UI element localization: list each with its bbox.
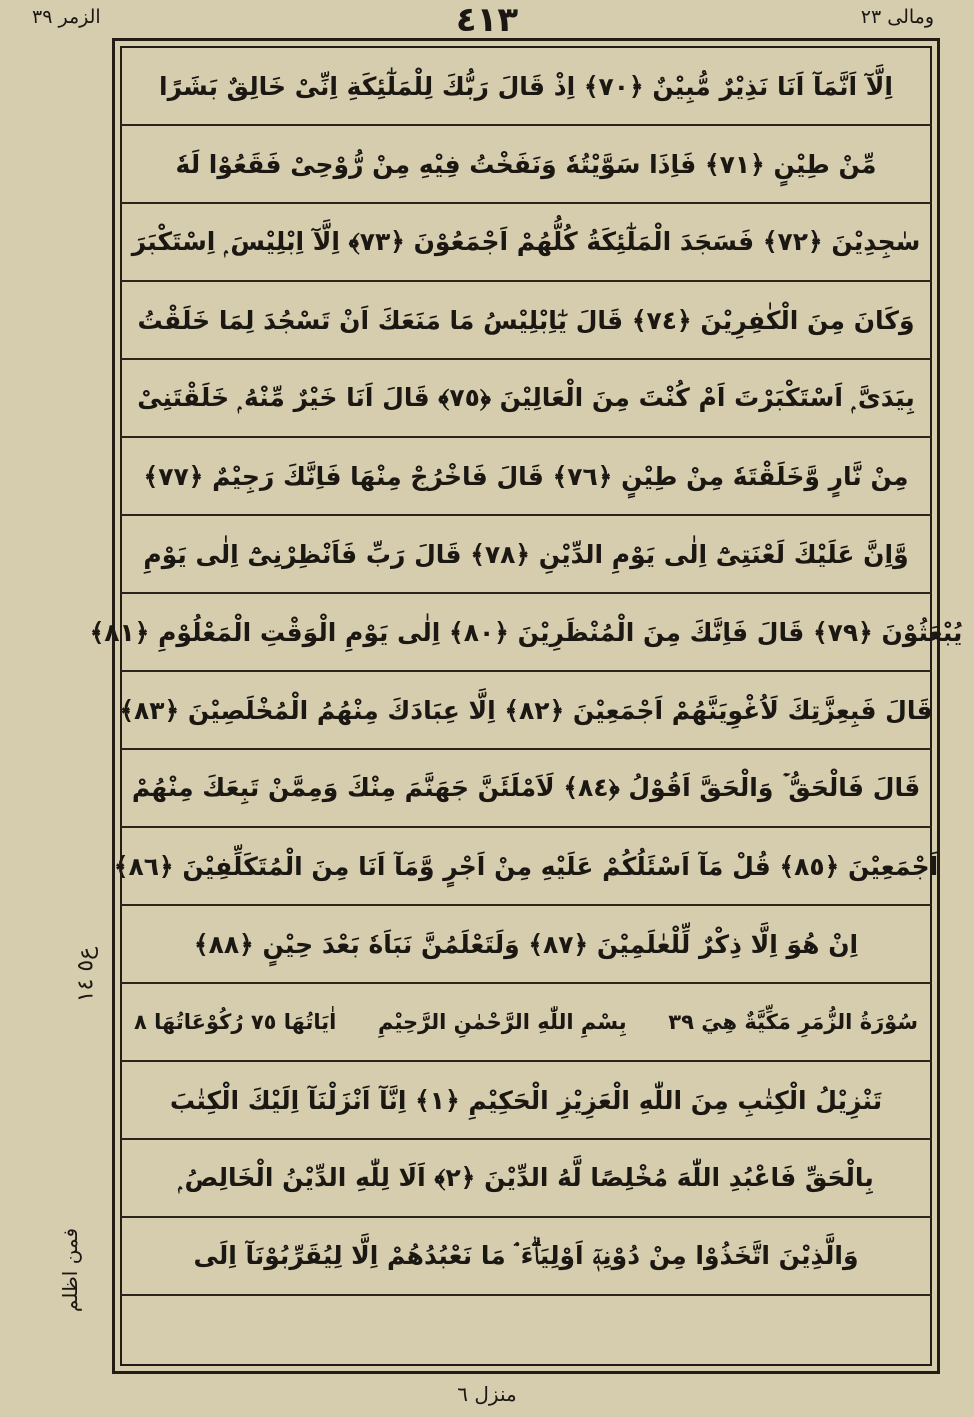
- para-name-header: ومالی ٢٣: [860, 6, 934, 28]
- text-line: اِلَّآ اَنَّمَآ اَنَا نَذِيْرٌ مُّبِيْنٌ ﴿٧٠﴾ اِذْ قَالَ رَبُّكَ لِلْمَلٰٓئِكَةِ اِنِّىْ خَالِقٌ بَشَرًا: [120, 48, 932, 126]
- text-line: يُبْعَثُوْنَ ﴿٧٩﴾ قَالَ فَاِنَّكَ مِنَ الْمُنْظَرِيْنَ ﴿٨٠﴾ اِلٰى يَوْمِ الْوَقْتِ الْمَعْلُوْمِ ﴿٨١﴾: [120, 594, 932, 672]
- surah-name-header: الزمر ٣٩: [32, 6, 101, 28]
- text-line: قَالَ فَالْحَقُّ ۡ وَالْحَقَّ اَقُوْلُ ﴿٨٤﴾ لَاَمْلَئَنَّ جَهَنَّمَ مِنْكَ وَمِمَّنْ تَبِعَكَ مِنْهُمْ: [120, 750, 932, 828]
- text-line: اِنْ هُوَ اِلَّا ذِكْرٌ لِّلْعٰلَمِيْنَ ﴿٨٧﴾ وَلَتَعْلَمُنَّ نَبَاَهٗ بَعْدَ حِيْنٍ ﴿٨٨﴾: [120, 906, 932, 984]
- bismillah: بِسْمِ اللّٰهِ الرَّحْمٰنِ الرَّحِيْمِ: [378, 1010, 627, 1034]
- text-line: وَّاِنَّ عَلَيْكَ لَعْنَتِىْٓ اِلٰى يَوْمِ الدِّيْنِ ﴿٧٨﴾ قَالَ رَبِّ فَاَنْظِرْنِىْٓ اِلٰى يَوْمِ: [120, 516, 932, 594]
- text-line: قَالَ فَبِعِزَّتِكَ لَاُغْوِيَنَّهُمْ اَجْمَعِيْنَ ﴿٨٢﴾ اِلَّا عِبَادَكَ مِنْهُمُ الْمُخْلَصِيْنَ ﴿٨٣﴾: [120, 672, 932, 750]
- text-line: بِالْحَقِّ فَاعْبُدِ اللّٰهَ مُخْلِصًا لَّهُ الدِّيْنَ ﴿٢﴾ اَلَا لِلّٰهِ الدِّيْنُ الْخَالِصُ ۭ: [120, 1140, 932, 1218]
- text-line: تَنْزِيْلُ الْكِتٰبِ مِنَ اللّٰهِ الْعَزِيْزِ الْحَكِيْمِ ﴿١﴾ اِنَّآ اَنْزَلْنَآ اِلَيْكَ الْكِتٰبَ: [120, 1062, 932, 1140]
- text-line: بِيَدَىَّ ۭ اَسْتَكْبَرْتَ اَمْ كُنْتَ مِنَ الْعَالِيْنَ ﴿٧٥﴾ قَالَ اَنَا خَيْرٌ مِّنْهُ ۭ خَلَقْتَنِىْ: [120, 360, 932, 438]
- text-line: مِّنْ طِيْنٍ ﴿٧١﴾ فَاِذَا سَوَّيْتُهٗ وَنَفَخْتُ فِيْهِ مِنْ رُّوْحِىْ فَقَعُوْا لَهٗ: [120, 126, 932, 204]
- text-line: وَالَّذِيْنَ اتَّخَذُوْا مِنْ دُوْنِهٖٓ اَوْلِيَاۗءَ ۘ مَا نَعْبُدُهُمْ اِلَّا لِيُقَرِّبُوْنَآ اِلَى: [120, 1218, 932, 1296]
- manzil-footer: منزل ٦: [457, 1382, 517, 1406]
- surah-header-line: [120, 984, 932, 1062]
- text-lines: [89, 48, 963, 1296]
- text-line: وَكَانَ مِنَ الْكٰفِرِيْنَ ﴿٧٤﴾ قَالَ يٰٓاِبْلِيْسُ مَا مَنَعَكَ اَنْ تَسْجُدَ لِمَا خَلَقْتُ: [120, 282, 932, 360]
- text-line: مِنْ نَّارٍ وَّخَلَقْتَهٗ مِنْ طِيْنٍ ﴿٧٦﴾ قَالَ فَاخْرُجْ مِنْهَا فَاِنَّكَ رَجِيْمٌ ﴿٧٧﴾: [120, 438, 932, 516]
- text-line: اَجْمَعِيْنَ ﴿٨٥﴾ قُلْ مَآ اَسْئَلُكُمْ عَلَيْهِ مِنْ اَجْرٍ وَّمَآ اَنَا مِنَ الْمُتَكَلِّفِيْنَ ﴿٨٦﴾: [120, 828, 932, 906]
- text-line: سٰجِدِيْنَ ﴿٧٢﴾ فَسَجَدَ الْمَلٰٓئِكَةُ كُلُّهُمْ اَجْمَعُوْنَ ﴿٧٣﴾ اِلَّآ اِبْلِيْسَ ۭ اِسْتَكْبَرَ: [120, 204, 932, 282]
- ruku-marker: ع٥ ١٤: [73, 946, 99, 1003]
- page-number: ٤١٣: [455, 0, 519, 40]
- surah-info-right: سُوْرَةُ الزُّمَرِ مَكِّيَّةٌ هِيَ ٣٩: [668, 1010, 918, 1034]
- surah-info-left: اٰيَاتُهَا ٧٥ رُكُوْعَاتُهَا ٨: [134, 1010, 337, 1034]
- section-marker: فمن اظلم: [58, 1227, 83, 1313]
